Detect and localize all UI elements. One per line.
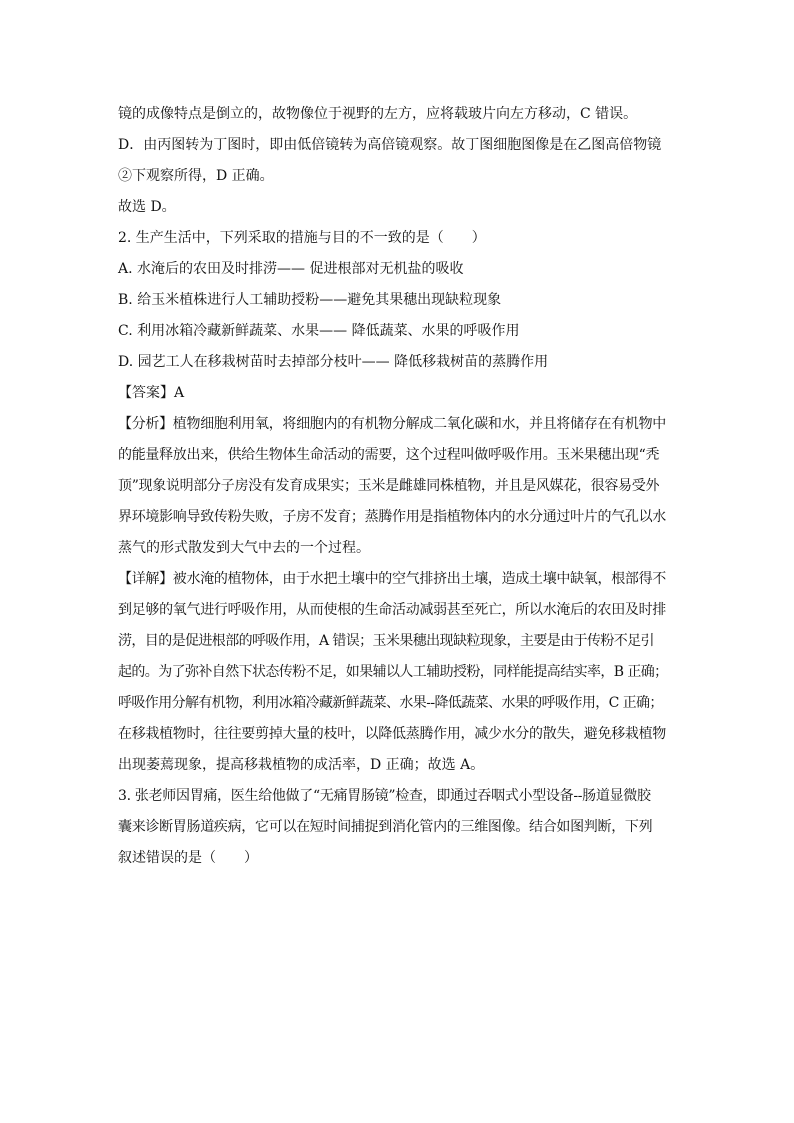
detail-line: 在移栽植物时，往往要剪掉大量的枝叶，以降低蒸腾作用，减少水分的散失，避免移栽植物: [118, 726, 666, 742]
question-2-option-c: C. 利用冰箱冷藏新鲜蔬菜、水果—— 降低蔬菜、水果的呼吸作用: [118, 323, 520, 339]
detail-line: 呼吸作用分解有机物，利用冰箱冷藏新鲜蔬菜、水果--降低蔬菜、水果的呼吸作用，C 正确；: [118, 695, 663, 711]
analysis-line: 【分析】植物细胞利用氧，将细胞内的有机物分解成二氧化碳和水，并且将储存在有机物中: [118, 416, 666, 432]
text-line: 镜的成像特点是倒立的，故物像位于视野的左方，应将载玻片向左方移动，C 错误。: [118, 106, 638, 122]
detail-line: 出现萎蔫现象，提高移栽植物的成活率，D 正确；故选 A。: [118, 757, 485, 773]
question-3-stem: 3. 张老师因胃痛，医生给他做了“无痛胃肠镜”检查，即通过吞咽式小型设备--肠道显微胶: [118, 788, 651, 804]
text-line: 故选 D。: [118, 199, 176, 215]
detail-line: 到足够的氧气进行呼吸作用，从而使根的生命活动减弱甚至死亡，所以水淹后的农田及时排: [118, 602, 666, 618]
analysis-line: 界环境影响导致传粉失败，子房不发育；蒸腾作用是指植物体内的水分通过叶片的气孔以水: [118, 509, 666, 525]
answer-line: 【答案】A: [118, 385, 185, 401]
text-line: D．由丙图转为丁图时，即由低倍镜转为高倍镜观察。故丁图细胞图像是在乙图高倍物镜: [118, 137, 662, 153]
question-2-stem: 2. 生产生活中，下列采取的措施与目的不一致的是（ ）: [118, 230, 486, 246]
document-body: [118, 99, 688, 874]
analysis-line: 的能量释放出来，供给生物体生命活动的需要，这个过程叫做呼吸作用。玉米果穗出现“秃: [118, 447, 660, 463]
detail-line: 【详解】被水淹的植物体，由于水把土壤中的空气排挤出土壤，造成土壤中缺氧，根部得不: [118, 571, 666, 587]
analysis-line: 蒸气的形式散发到大气中去的一个过程。: [118, 540, 370, 556]
question-2-option-a: A. 水淹后的农田及时排涝—— 促进根部对无机盐的吸收: [118, 261, 464, 277]
question-3-stem: 叙述错误的是（ ）: [118, 850, 258, 866]
detail-line: 涝，目的是促进根部的呼吸作用，A 错误；玉米果穗出现缺粒现象，主要是由于传粉不足引: [118, 633, 654, 649]
analysis-line: 顶”现象说明部分子房没有发育成果实；玉米是雌雄同株植物，并且是风媒花，很容易受外: [118, 478, 660, 494]
question-2-option-b: B. 给玉米植株进行人工辅助授粉——避免其果穗出现缺粒现象: [118, 292, 502, 308]
text-line: ②下观察所得，D 正确。: [118, 168, 274, 184]
question-3-stem: 囊来诊断胃肠道疾病，它可以在短时间捕捉到消化管内的三维图像。结合如图判断，下列: [118, 819, 653, 835]
question-2-option-d: D. 园艺工人在移栽树苗时去掉部分枝叶—— 降低移栽树苗的蒸腾作用: [118, 354, 549, 370]
detail-line: 起的。为了弥补自然下状态传粉不足，如果辅以人工辅助授粉，同样能提高结实率，B 正确；: [118, 664, 668, 680]
